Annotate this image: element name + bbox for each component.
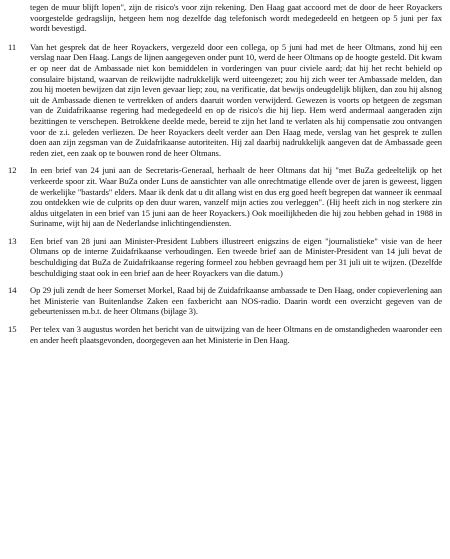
paragraph-12 — [8, 165, 442, 229]
paragraph-number: 15 — [8, 324, 17, 335]
paragraph-number: 12 — [8, 165, 17, 176]
paragraph-text: Per telex van 3 augustus worden het bericht van de uitwijzing van de heer Oltmans en de omstandigheden waaronder een en ander heeft plaatsgevonden, doorgegeven aan het Ministerie in Den Haag. — [30, 324, 442, 345]
intro-paragraph — [8, 2, 442, 34]
paragraph-number: 13 — [8, 235, 17, 246]
paragraph-number: 14 — [8, 285, 17, 296]
paragraph-number: 11 — [8, 41, 17, 52]
paragraph-text: In een brief van 24 juni aan de Secretaris-Generaal, herhaalt de heer Oltmans dat hij "met BuZa gedeeltelijk op het verkeerde spoor zit. Waar BuZa onder Luns de aanstichter van alle onrechtmatige ellende over de jaren is geweest, liggen de werkelijke "bastards" elders. Maar ik denk dat u dit allang wist en dus erg goed heeft begrepen dat wanneer ik eenmaal zou ontdekken wie de culprits op den duur waren, vanzelf mijn acties zou verleggen". (Hij heeft zich in nog sterkere zin aldus uitgelaten in een brief van 15 juni aan de heer Royackers.) Ook moeilijkheden die hij zou hebben gehad in 1988 in Suriname, wijt hij aan de Nederlandse inlichtingendiensten. — [30, 165, 442, 229]
paragraph-15 — [8, 324, 442, 345]
intro-text: tegen de muur blijft lopen", zijn de risico's voor zijn rekening. Den Haag gaat accoord met de door de heer Royackers voorgestelde gedragslijn, hetgeen hem nog dezelfde dag telefonisch wordt medegedeeld en hetgeen op 5 juni per fax wordt bevestigd. — [30, 2, 442, 34]
paragraph-text: Een brief van 28 juni aan Minister-President Lubbers illustreert enigszins de eigen "journalistieke" visie van de heer Oltmans op de interne Zuidafrikaanse verhoudingen. Een tweede brief aan de Minister-President van 14 juli bevat de beschuldiging dat BuZa de Zuidafrikaanse regering formeel zou hebben gevraagd hem per 31 juli uit te wijzen. (Dezelfde beschuldiging staat ook in een brief aan de heer Royackers van die datum.) — [30, 235, 442, 278]
paragraph-text: Op 29 juli zendt de heer Somerset Morkel, Raad bij de Zuidafrikaanse ambassade te Den Haag, onder copieverlening aan het Ministerie van Buitenlandse Zaken een faxbericht aan NOS-radio. Daarin wordt een overzicht gegeven van de gebeurtenissen m.b.t. de heer Oltmans (bijlage 3). — [30, 285, 442, 317]
paragraph-11 — [8, 42, 442, 159]
paragraph-14 — [8, 285, 442, 317]
paragraph-13 — [8, 236, 442, 278]
paragraph-text: Van het gesprek dat de heer Royackers, vergezeld door een collega, op 5 juni had met de heer Oltmans, zond hij een verslag naar Den Haag. Langs de lijnen aangegeven onder punt 10, werd de heer Oltmans op de hoogte gesteld. Dit kwam er op neer dat de Ambassade niet kon bemiddelen in vorderingen van puur civiele aard; dat hij het recht behield op consulaire bijstand, waarvan de reikwijdte nadrukkelijk werd uiteengezet; zou hij zich weer ter Ambassade melden, dan zou hij moeten bewijzen dat zijn leven gevaar liep; zou, na verificatie, dat bewijs ondeugdelijk blijken, dan zou hij alsnog uit de Ambassade dienen te vertrekken of anders daaruit worden verwijderd. Gewezen is voorts op hetgeen de zegsman van de Zuidafrikaanse regering had medegedeeld en op de risico's die hij liep. Hem werd andermaal aangeraden zijn bezittingen te verschepen. Betrokkene deelde mede, bereid te zijn het land te verlaten als hij compensatie zou ontvangen voor de z.i. geleden verliezen. De heer Royackers deelt verder aan Den Haag mede, verslag van het gesprek te zullen doen aan zijn zegsman van de Zuidafrikaanse autoriteiten. Hij zal daarbij nadrukkelijk aangeven dat de Ambassade geen reden ziet, een zaak op te bouwen rond de heer Oltmans. — [30, 41, 442, 158]
